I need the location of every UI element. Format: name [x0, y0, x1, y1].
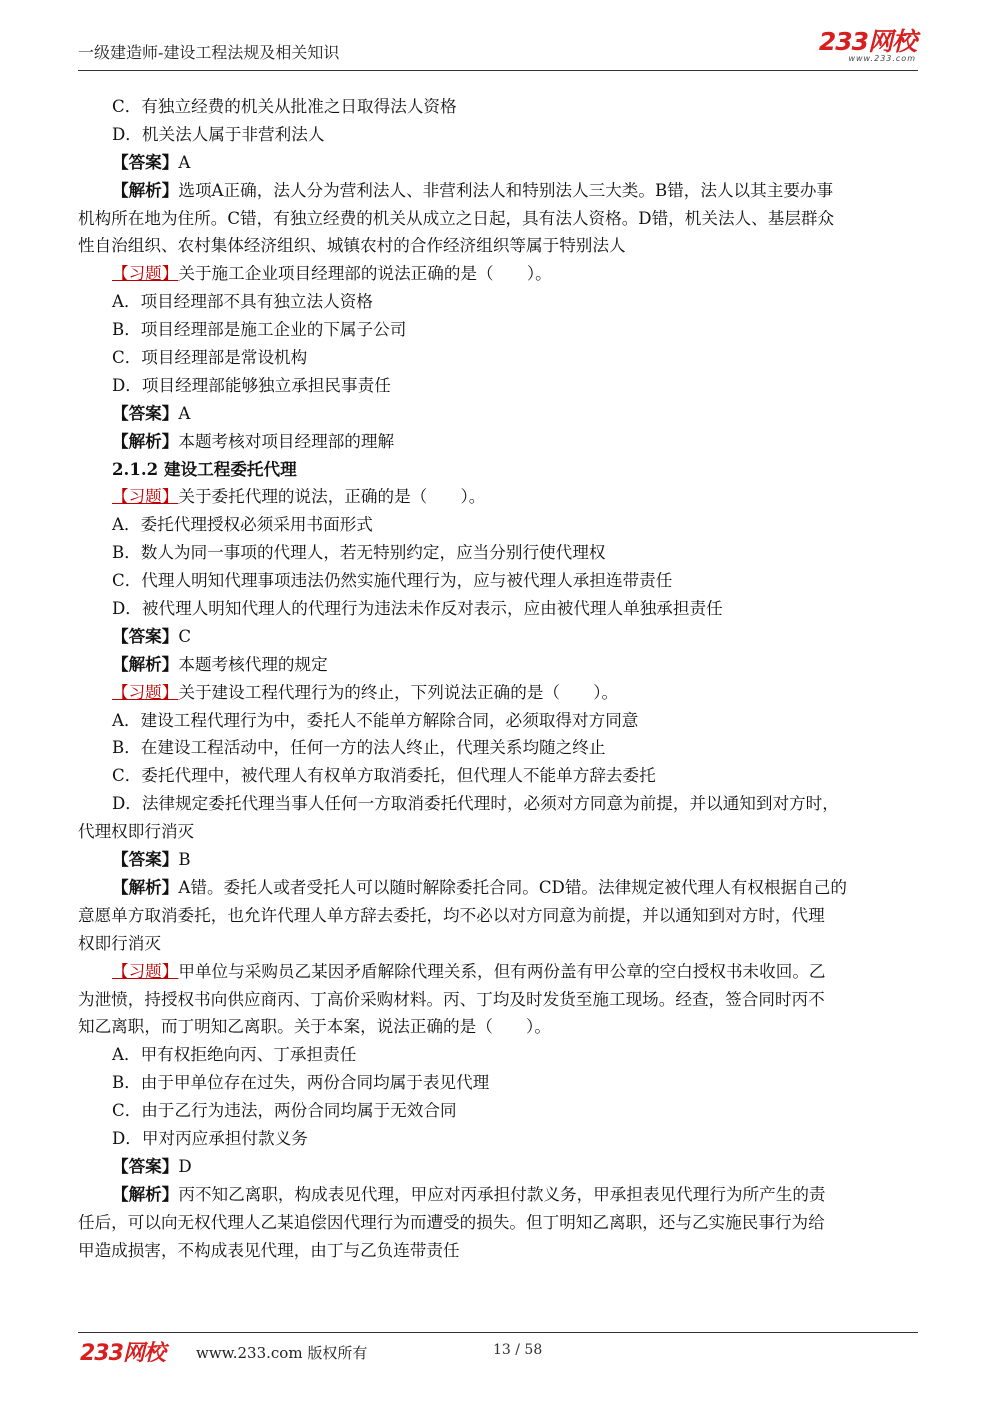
line-text: A [178, 152, 191, 172]
line-text: C．项目经理部是常设机构 [112, 348, 308, 368]
answer-label: 【解析】 [112, 430, 179, 451]
document-body [78, 93, 918, 1264]
text-line [78, 428, 918, 456]
line-text: A．甲有权拒绝向丙、丁承担责任 [112, 1045, 357, 1065]
footer-divider [78, 1332, 918, 1333]
line-text: B [178, 850, 191, 870]
line-text: 意愿单方取消委托，也允许代理人单方辞去委托，均不必以对方同意为前提，并以通知到对方时，代理 [78, 905, 825, 925]
line-text: D．被代理人明知代理人的代理行为违法未作反对表示，应由被代理人单独承担责任 [112, 599, 723, 619]
text-line [78, 762, 918, 790]
text-line [78, 651, 918, 679]
answer-label: 【答案】 [112, 151, 179, 172]
line-text: C．有独立经费的机关从批准之日取得法人资格 [112, 97, 457, 116]
line-text: 本题考核代理的规定 [178, 654, 328, 674]
exercise-tag: 【习题】 [112, 487, 179, 507]
text-line [78, 539, 918, 567]
text-line [78, 623, 918, 651]
page-number: 13 / 58 [493, 1342, 543, 1358]
line-text: A错。委托人或者受托人可以随时解除委托合同。CD错。法律规定被代理人有权根据自己的 [178, 877, 847, 897]
line-text: 本题考核对项目经理部的理解 [178, 431, 395, 451]
line-text: 关于建设工程代理行为的终止，下列说法正确的是（ ）。 [178, 682, 619, 702]
text-line [78, 986, 918, 1014]
line-text: 甲造成损害，不构成表见代理，由丁与乙负连带责任 [78, 1240, 460, 1260]
text-line [78, 1125, 918, 1153]
logo-url: www.233.com [848, 54, 916, 63]
exercise-tag: 【习题】 [112, 682, 179, 702]
line-text: B．项目经理部是施工企业的下属子公司 [112, 320, 407, 340]
line-text: 机构所在地为住所。C错，有独立经费的机关从成立之日起，具有法人资格。D错，机关法人、基层群众 [78, 208, 835, 228]
line-text: 性自治组织、农村集体经济组织、城镇农村的合作经济组织等属于特别法人 [78, 236, 626, 256]
line-text: 权即行消灭 [78, 933, 161, 953]
text-line [78, 734, 918, 762]
text-line [78, 205, 918, 233]
answer-label: 【解析】 [112, 179, 179, 200]
text-line [78, 930, 918, 958]
text-line [78, 1237, 918, 1265]
text-line [78, 1181, 918, 1209]
line-text: D．甲对丙应承担付款义务 [112, 1128, 308, 1148]
text-line [78, 1013, 918, 1041]
line-text: D．项目经理部能够独立承担民事责任 [112, 375, 391, 395]
line-text: D．法律规定委托代理当事人任何一方取消委托代理时，必须对方同意为前提，并以通知到对方时， [112, 794, 839, 814]
line-text: B．数人为同一事项的代理人，若无特别约定，应当分别行使代理权 [112, 543, 606, 563]
page-footer [78, 1332, 918, 1372]
text-line [78, 149, 918, 177]
header-divider [78, 70, 918, 71]
text-line [78, 456, 918, 484]
line-text: C．由于乙行为违法，两份合同均属于无效合同 [112, 1101, 457, 1121]
text-line [78, 1041, 918, 1069]
text-line [78, 1153, 918, 1181]
answer-label: 【解析】 [112, 653, 179, 674]
line-text: 代理权即行消灭 [78, 822, 195, 842]
line-text: 关于施工企业项目经理部的说法正确的是（ ）。 [178, 264, 552, 284]
brand-logo [819, 28, 916, 63]
line-text: B．在建设工程活动中，任何一方的法人终止，代理关系均随之终止 [112, 738, 606, 758]
text-line [78, 790, 918, 818]
text-line [78, 874, 918, 902]
text-line [78, 1097, 918, 1125]
text-line [78, 511, 918, 539]
text-line [78, 288, 918, 316]
answer-label: 【答案】 [112, 1155, 179, 1176]
text-line [78, 902, 918, 930]
line-text: A．项目经理部不具有独立法人资格 [112, 292, 373, 312]
text-line [78, 818, 918, 846]
footer-copyright: www.233.com 版权所有 [196, 1344, 368, 1362]
line-text: 知乙离职，而丁明知乙离职。关于本案，说法正确的是（ ）。 [78, 1017, 551, 1037]
line-text: 关于委托代理的说法，正确的是（ ）。 [178, 487, 486, 507]
text-line [78, 958, 918, 986]
text-line [78, 93, 918, 121]
answer-label: 【答案】 [112, 625, 179, 646]
line-text: D．机关法人属于非营利法人 [112, 124, 325, 144]
logo-text: 233网校 [818, 27, 916, 56]
footer-logo: 233网校 [80, 1341, 165, 1366]
line-text: 甲单位与采购员乙某因矛盾解除代理关系，但有两份盖有甲公章的空白授权书未收回。乙 [178, 961, 826, 981]
text-line [78, 567, 918, 595]
section-heading: 2.1.2 建设工程委托代理 [112, 458, 297, 479]
line-text: 丙不知乙离职，构成表见代理，甲应对丙承担付款义务，甲承担表见代理行为所产生的责 [178, 1184, 826, 1204]
text-line [78, 1209, 918, 1237]
line-text: A．建设工程代理行为中，委托人不能单方解除合同，必须取得对方同意 [112, 710, 639, 730]
line-text: 为泄愤，持授权书向供应商丙、丁高价采购材料。丙、丁均及时发货至施工现场。经查，签合同时丙不 [78, 989, 825, 1009]
line-text: D [178, 1156, 192, 1176]
answer-label: 【解析】 [112, 1183, 179, 1204]
page-header [78, 28, 918, 72]
answer-label: 【答案】 [112, 402, 179, 423]
line-text: 任后，可以向无权代理人乙某追偿因代理行为而遭受的损失。但丁明知乙离职，还与乙实施民事行为给 [78, 1212, 825, 1232]
header-title: 一级建造师-建设工程法规及相关知识 [78, 43, 340, 62]
line-text: C．委托代理中，被代理人有权单方取消委托，但代理人不能单方辞去委托 [112, 766, 656, 786]
line-text: A．委托代理授权必须采用书面形式 [112, 515, 373, 535]
text-line [78, 121, 918, 149]
text-line [78, 846, 918, 874]
answer-label: 【答案】 [112, 849, 179, 870]
text-line [78, 679, 918, 707]
text-line [78, 400, 918, 428]
text-line [78, 1069, 918, 1097]
exercise-tag: 【习题】 [112, 264, 179, 284]
line-text: C．代理人明知代理事项违法仍然实施代理行为，应与被代理人承担连带责任 [112, 571, 673, 591]
text-line [78, 707, 918, 735]
answer-label: 【解析】 [112, 876, 179, 897]
text-line [78, 316, 918, 344]
text-line [78, 372, 918, 400]
text-line [78, 260, 918, 288]
exercise-tag: 【习题】 [112, 961, 179, 981]
line-text: B．由于甲单位存在过失，两份合同均属于表见代理 [112, 1073, 490, 1093]
line-text: 选项A正确，法人分为营利法人、非营利法人和特别法人三大类。B错，法人以其主要办事 [178, 180, 834, 200]
text-line [78, 344, 918, 372]
text-line [78, 483, 918, 511]
text-line [78, 595, 918, 623]
text-line [78, 177, 918, 205]
text-line [78, 232, 918, 260]
line-text: C [178, 626, 192, 646]
line-text: A [178, 403, 191, 423]
